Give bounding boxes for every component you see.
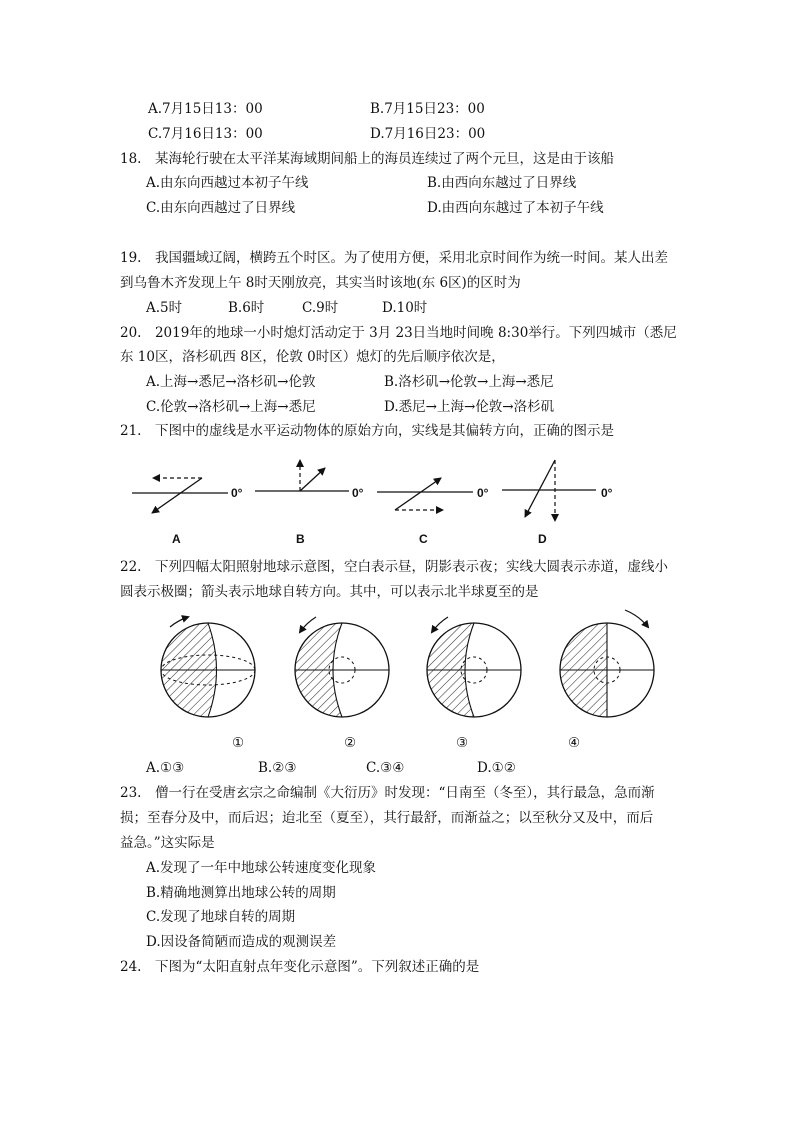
globe-2-number: ② — [344, 735, 357, 751]
q19-option-b: B.6时 — [228, 300, 265, 316]
globe-1-number: ① — [232, 735, 245, 751]
q20-option-a: A.上海→悉尼→洛杉矶→伦敦 — [146, 374, 316, 390]
q18-option-d: D.由西向东越过了本初子午线 — [427, 200, 604, 216]
q21-d-zero-label: 0° — [601, 486, 613, 500]
q18-stem: 18. 某海轮行驶在太平洋某海域期间船上的海员连续过了两个元旦，这是由于该船 — [120, 151, 614, 167]
q23-option-a: A.发现了一年中地球公转速度变化现象 — [146, 860, 377, 876]
globe-1-rotation-arrow — [170, 617, 188, 627]
q23-stem-line3: 益急。”这实际是 — [120, 835, 215, 851]
option-b-prev: B.7月15日23：00 — [370, 101, 485, 117]
q21-label-d: D — [538, 532, 547, 546]
q22-option-b: B.②③ — [258, 760, 297, 776]
globe-3-number: ③ — [456, 735, 469, 751]
globe-3 — [427, 617, 521, 717]
q21-b-zero-label: 0° — [352, 486, 364, 500]
q22-stem-line2: 圆表示极圈；箭头表示地球自转方向。其中，可以表示北半球夏至的是 — [120, 584, 539, 600]
option-c-prev: C.7月16日13：00 — [148, 126, 263, 142]
q18-option-c: C.由东向西越过了日界线 — [146, 200, 296, 216]
q22-option-d: D.①② — [477, 760, 516, 776]
q19-option-a: A.5时 — [146, 300, 183, 316]
q23-stem-line1: 23. 僧一行在受唐玄宗之命编制《大衍历》时发现：“日南至（冬至），其行最急，急而渐 — [120, 785, 655, 801]
globe-1 — [161, 617, 255, 717]
q21-label-b: B — [296, 532, 305, 546]
option-d-prev: D.7月16日23：00 — [370, 126, 486, 142]
q19-stem-line1: 19. 我国疆域辽阔，横跨五个时区。为了使用方便，采用北京时间作为统一时间。某人出差 — [120, 250, 668, 266]
q24-stem: 24. 下图为“太阳直射点年变化示意图”。下列叙述正确的是 — [120, 959, 480, 975]
globe-3-rotation-arrow — [432, 617, 448, 632]
q21-label-a: A — [172, 532, 181, 546]
q23-option-b: B.精确地测算出地球公转的周期 — [146, 885, 336, 901]
q23-stem-line2: 损；至春分及中，而后迟；迨北至（夏至），其行最舒，而渐益之；以至秋分又及中，而后 — [120, 810, 654, 826]
q21-stem: 21. 下图中的虚线是水平运动物体的原始方向，实线是其偏转方向，正确的图示是 — [120, 423, 614, 439]
q19-stem-line2: 到乌鲁木齐发现上午 8时天刚放亮，其实当时该地(东 6区)的区时为 — [120, 275, 521, 291]
q21-label-c: C — [419, 532, 428, 546]
q23-option-c: C.发现了地球自转的周期 — [146, 909, 296, 925]
globe-4-number: ④ — [568, 735, 581, 751]
q23-option-d: D.因设备简陋而造成的观测误差 — [146, 934, 337, 950]
q22-stem-line1: 22. 下列四幅太阳照射地球示意图，空白表示昼，阴影表示夜；实线大圆表示赤道，虚线小 — [120, 559, 668, 575]
q22-option-a: A.①③ — [146, 760, 185, 776]
q20-stem-line2: 东 10区，洛杉矶西 8区，伦敦 0时区）熄灯的先后顺序依次是， — [120, 349, 505, 365]
q19-option-d: D.10时 — [382, 300, 428, 316]
q21-a-zero-label: 0° — [231, 486, 243, 500]
globe-2-rotation-arrow — [300, 617, 316, 632]
globe-2 — [295, 617, 389, 717]
option-a-prev: A.7月15日13：00 — [148, 101, 263, 117]
q20-option-b: B.洛杉矶→伦敦→上海→悉尼 — [384, 374, 554, 390]
q22-option-c: C.③④ — [366, 760, 405, 776]
q18-option-a: A.由东向西越过本初子午线 — [146, 175, 309, 191]
q20-option-d: D.悉尼→上海→伦敦→洛杉矶 — [384, 399, 555, 415]
q20-stem-line1: 20. 2019年的地球一小时熄灯活动定于 3月 23日当地时间晚 8:30举行。下列四城市（悉尼 — [120, 325, 677, 341]
q21-c-zero-label: 0° — [477, 486, 489, 500]
q19-option-c: C.9时 — [302, 300, 339, 316]
globe-4 — [560, 610, 654, 717]
globe-4-rotation-arrow — [625, 610, 648, 627]
q20-option-c: C.伦敦→洛杉矶→上海→悉尼 — [146, 399, 316, 415]
q18-option-b: B.由西向东越过了日界线 — [427, 175, 577, 191]
